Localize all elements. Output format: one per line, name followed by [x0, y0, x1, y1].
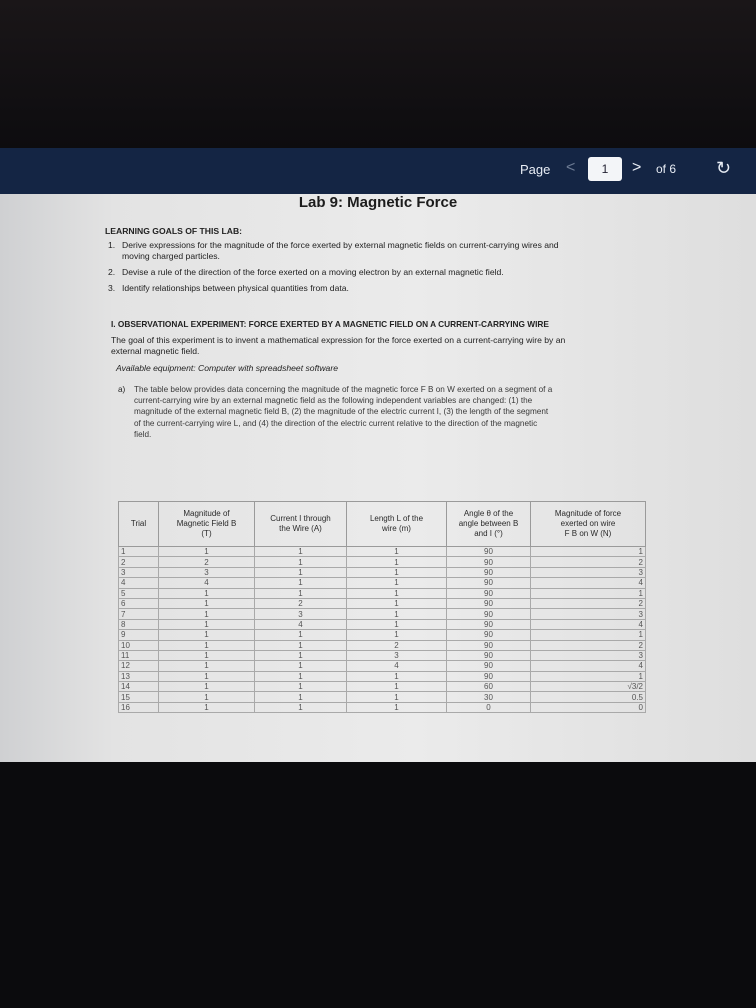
table-cell: 1: [159, 630, 255, 640]
table-cell: 90: [447, 547, 531, 557]
table-cell: √3/2: [531, 682, 646, 692]
table-cell: 1: [159, 588, 255, 598]
table-cell: 1: [159, 598, 255, 608]
column-header-trial: Trial: [119, 502, 159, 547]
prev-page-icon[interactable]: <: [566, 159, 576, 176]
goal-item: 3. Identify relationships between physical quantities from data.: [108, 283, 349, 293]
table-cell: 60: [447, 682, 531, 692]
table-cell: 90: [447, 619, 531, 629]
table-cell: 1: [531, 547, 646, 557]
goals-heading: LEARNING GOALS OF THIS LAB:: [105, 226, 243, 236]
table-cell: 4: [531, 619, 646, 629]
table-cell: 2: [531, 557, 646, 567]
section-heading: I. OBSERVATIONAL EXPERIMENT: FORCE EXERTED BY A MAGNETIC FIELD ON A CURRENT-CARRYING WIRE: [111, 319, 549, 329]
table-cell: 3: [159, 567, 255, 577]
background-top: [0, 0, 756, 148]
table-cell: 3: [255, 609, 347, 619]
table-row: [119, 650, 646, 660]
goal-item-continued: moving charged particles.: [122, 251, 220, 261]
page-count: of 6: [656, 162, 677, 176]
table-cell: 8: [119, 619, 159, 629]
table-cell: 90: [447, 567, 531, 577]
table-cell: 90: [447, 588, 531, 598]
table-cell: 1: [347, 702, 447, 712]
page-label: Page: [520, 162, 551, 177]
goal-text-continued: external magnetic field.: [111, 346, 200, 356]
table-cell: 0.5: [531, 692, 646, 702]
table-cell: 90: [447, 661, 531, 671]
table-cell: 0: [531, 702, 646, 712]
table-cell: 1: [347, 578, 447, 588]
part-a-label: a): [118, 385, 126, 394]
table-cell: 12: [119, 661, 159, 671]
goal-item: 1. Derive expressions for the magnitude of the force exerted by external magnetic fields on current-carrying wires and: [108, 240, 559, 250]
table-cell: 90: [447, 609, 531, 619]
table-cell: 1: [347, 598, 447, 608]
table-cell: 4: [255, 619, 347, 629]
table-cell: 1: [255, 661, 347, 671]
table-cell: 13: [119, 671, 159, 681]
table-cell: 1: [159, 640, 255, 650]
table-cell: 1: [255, 588, 347, 598]
table-header-row: [119, 502, 646, 547]
table-row: [119, 578, 646, 588]
table-cell: 1: [255, 702, 347, 712]
table-cell: 4: [347, 661, 447, 671]
table-cell: 1: [255, 547, 347, 557]
table-cell: 16: [119, 702, 159, 712]
table-cell: 3: [119, 567, 159, 577]
table-row: [119, 661, 646, 671]
table-cell: 1: [347, 671, 447, 681]
table-cell: 1: [159, 671, 255, 681]
table-cell: 9: [119, 630, 159, 640]
table-cell: 90: [447, 671, 531, 681]
table-cell: 14: [119, 682, 159, 692]
table-cell: 1: [255, 682, 347, 692]
table-row: [119, 609, 646, 619]
goal-text: The goal of this experiment is to invent a mathematical expression for the force exerted on a current-carrying wire by an: [111, 335, 566, 345]
background-bottom: [0, 762, 756, 1008]
table-row: [119, 567, 646, 577]
table-row: [119, 630, 646, 640]
table-cell: 2: [159, 557, 255, 567]
table-cell: 1: [255, 671, 347, 681]
table-cell: 30: [447, 692, 531, 702]
table-cell: 7: [119, 609, 159, 619]
column-header-angle: Angle θ of the angle between B and I (°): [447, 502, 531, 547]
table-cell: 1: [531, 671, 646, 681]
rotate-icon[interactable]: ↻: [716, 158, 732, 178]
table-cell: 90: [447, 640, 531, 650]
table-cell: 10: [119, 640, 159, 650]
table-row: [119, 682, 646, 692]
document-page: [0, 194, 756, 762]
table-cell: 4: [159, 578, 255, 588]
table-cell: 3: [531, 650, 646, 660]
table-cell: 1: [347, 619, 447, 629]
next-page-icon[interactable]: >: [632, 159, 642, 176]
table-cell: 1: [159, 692, 255, 702]
table-cell: 1: [347, 567, 447, 577]
table-cell: 1: [347, 682, 447, 692]
table-cell: 1: [159, 650, 255, 660]
table-cell: 1: [347, 588, 447, 598]
table-cell: 1: [159, 547, 255, 557]
table-cell: 2: [347, 640, 447, 650]
table-row: [119, 598, 646, 608]
part-a-text: The table below provides data concerning the magnitude of the magnetic force F B on W exerted on a segment of a current-carrying wire by an external magnetic field as the following independent variables are changed: (1) the magnitude of the external magnetic field B, (2) the magnitude of the electric current I, (3) the length of the segment of the current-carrying wire L, and (4) the direction of the electric current relative to the direction of the magnetic field.: [134, 385, 553, 439]
column-header-current: Current I through the Wire (A): [255, 502, 347, 547]
table-cell: 1: [255, 692, 347, 702]
table-cell: 2: [531, 598, 646, 608]
table-cell: 2: [255, 598, 347, 608]
table-cell: 90: [447, 598, 531, 608]
table-cell: 1: [255, 630, 347, 640]
table-cell: 1: [159, 619, 255, 629]
table-row: [119, 640, 646, 650]
goal-item: 2. Devise a rule of the direction of the force exerted on a moving electron by an external magnetic field.: [108, 267, 504, 277]
table-cell: 1: [255, 578, 347, 588]
table-cell: 1: [347, 557, 447, 567]
table-cell: 2: [119, 557, 159, 567]
table-cell: 4: [119, 578, 159, 588]
column-header-length: Length L of the wire (m): [347, 502, 447, 547]
table-row: [119, 692, 646, 702]
table-body: [119, 547, 646, 713]
table-cell: 1: [347, 609, 447, 619]
table-cell: 1: [347, 547, 447, 557]
table-cell: 90: [447, 630, 531, 640]
table-cell: 3: [347, 650, 447, 660]
table-row: [119, 671, 646, 681]
table-cell: 3: [531, 567, 646, 577]
table-cell: 6: [119, 598, 159, 608]
table-cell: 90: [447, 578, 531, 588]
table-cell: 2: [531, 640, 646, 650]
table-cell: 5: [119, 588, 159, 598]
table-row: [119, 588, 646, 598]
page-number-input[interactable]: 1: [588, 157, 622, 181]
table-cell: 90: [447, 650, 531, 660]
table-cell: 1: [159, 661, 255, 671]
table-cell: 1: [255, 557, 347, 567]
table-cell: 1: [347, 692, 447, 702]
table-cell: 1: [159, 682, 255, 692]
table-cell: 4: [531, 661, 646, 671]
table-cell: 0: [447, 702, 531, 712]
table-cell: 1: [531, 630, 646, 640]
table-cell: 1: [347, 630, 447, 640]
table-cell: 90: [447, 557, 531, 567]
table-cell: 1: [255, 640, 347, 650]
table-row: [119, 547, 646, 557]
table-cell: 1: [159, 702, 255, 712]
table-cell: 1: [531, 588, 646, 598]
table-cell: 1: [255, 567, 347, 577]
table-cell: 1: [255, 650, 347, 660]
table-row: [119, 557, 646, 567]
table-cell: 3: [531, 609, 646, 619]
table-cell: 15: [119, 692, 159, 702]
equipment-text: Available equipment: Computer with spreadsheet software: [116, 363, 338, 373]
column-header-field: Magnitude of Magnetic Field B (T): [159, 502, 255, 547]
table-cell: 1: [159, 609, 255, 619]
pdf-viewer-toolbar: [0, 148, 756, 194]
table-row: [119, 619, 646, 629]
table-row: [119, 702, 646, 712]
page-title: Lab 9: Magnetic Force: [298, 194, 458, 211]
column-header-force: Magnitude of force exerted on wire F B on W (N): [531, 502, 646, 547]
table-cell: 11: [119, 650, 159, 660]
table-cell: 1: [119, 547, 159, 557]
table-cell: 4: [531, 578, 646, 588]
data-table: [118, 501, 646, 713]
